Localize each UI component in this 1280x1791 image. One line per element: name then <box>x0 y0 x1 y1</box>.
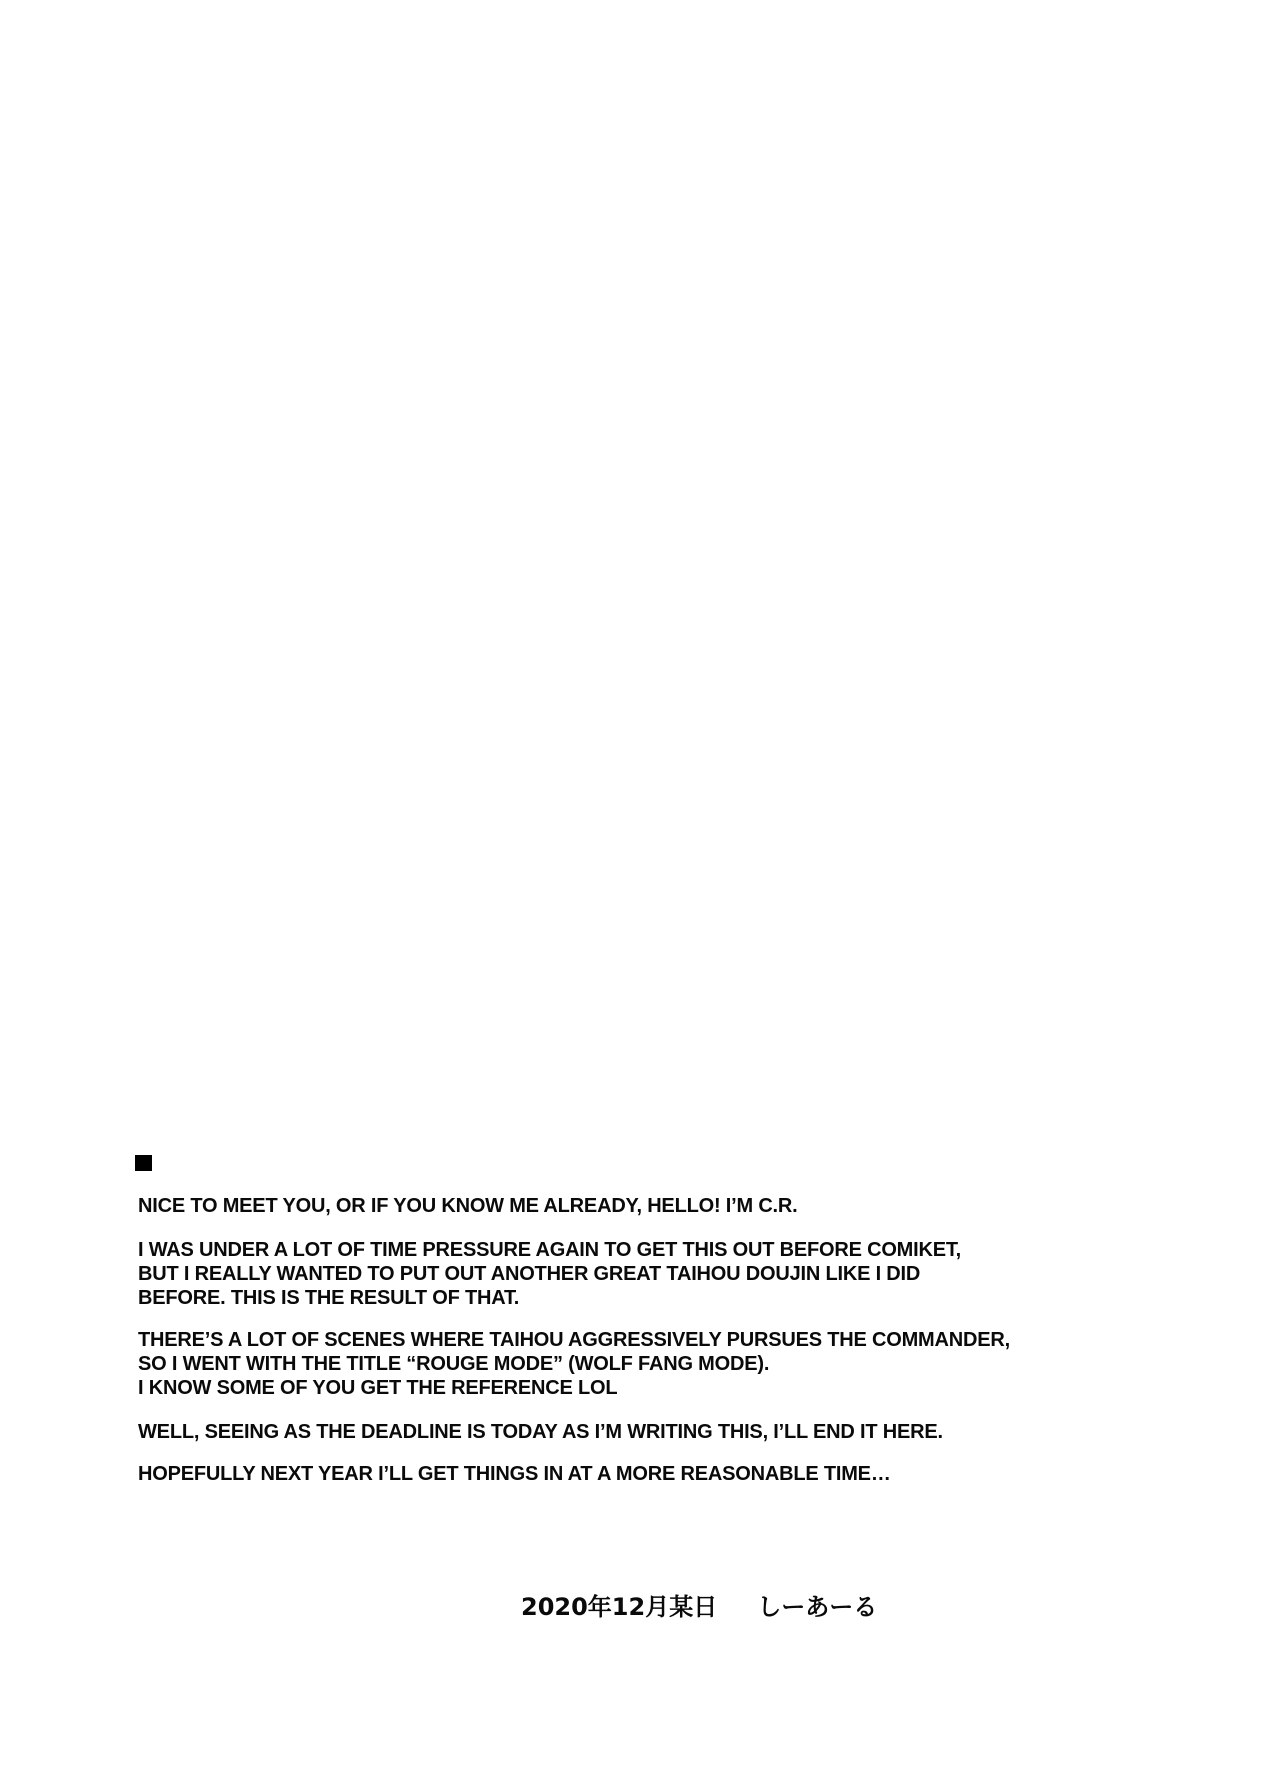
text-line: I KNOW SOME OF YOU GET THE REFERENCE LOL <box>138 1377 618 1399</box>
afterword-paragraph-title-explanation <box>138 1328 1010 1400</box>
signoff-author: しーあーる <box>757 1593 878 1621</box>
afterword-paragraph-greeting <box>138 1194 798 1218</box>
text-line: WELL, SEEING AS THE DEADLINE IS TODAY AS I’M WRITING THIS, I’LL END IT HERE. <box>138 1421 943 1443</box>
text-line: SO I WENT WITH THE TITLE “ROUGE MODE” (WOLF FANG MODE). <box>138 1353 770 1375</box>
text-line: NICE TO MEET YOU, OR IF YOU KNOW ME ALREADY, HELLO! I’M C.R. <box>138 1195 798 1217</box>
signoff-date: 2020年12月某日 <box>521 1593 718 1621</box>
signoff-line <box>521 1594 877 1620</box>
text-line: I WAS UNDER A LOT OF TIME PRESSURE AGAIN TO GET THIS OUT BEFORE COMIKET, <box>138 1239 962 1261</box>
text-line: THERE’S A LOT OF SCENES WHERE TAIHOU AGGRESSIVELY PURSUES THE COMMANDER, <box>138 1329 1010 1351</box>
text-line: BUT I REALLY WANTED TO PUT OUT ANOTHER GREAT TAIHOU DOUJIN LIKE I DID <box>138 1263 921 1285</box>
section-marker-square-icon <box>135 1155 152 1171</box>
text-line: HOPEFULLY NEXT YEAR I’LL GET THINGS IN AT A MORE REASONABLE TIME… <box>138 1463 891 1485</box>
afterword-paragraph-hope <box>138 1462 891 1486</box>
afterword-paragraph-time-pressure <box>138 1238 961 1310</box>
text-line: BEFORE. THIS IS THE RESULT OF THAT. <box>138 1287 520 1309</box>
afterword-paragraph-deadline <box>138 1420 943 1444</box>
